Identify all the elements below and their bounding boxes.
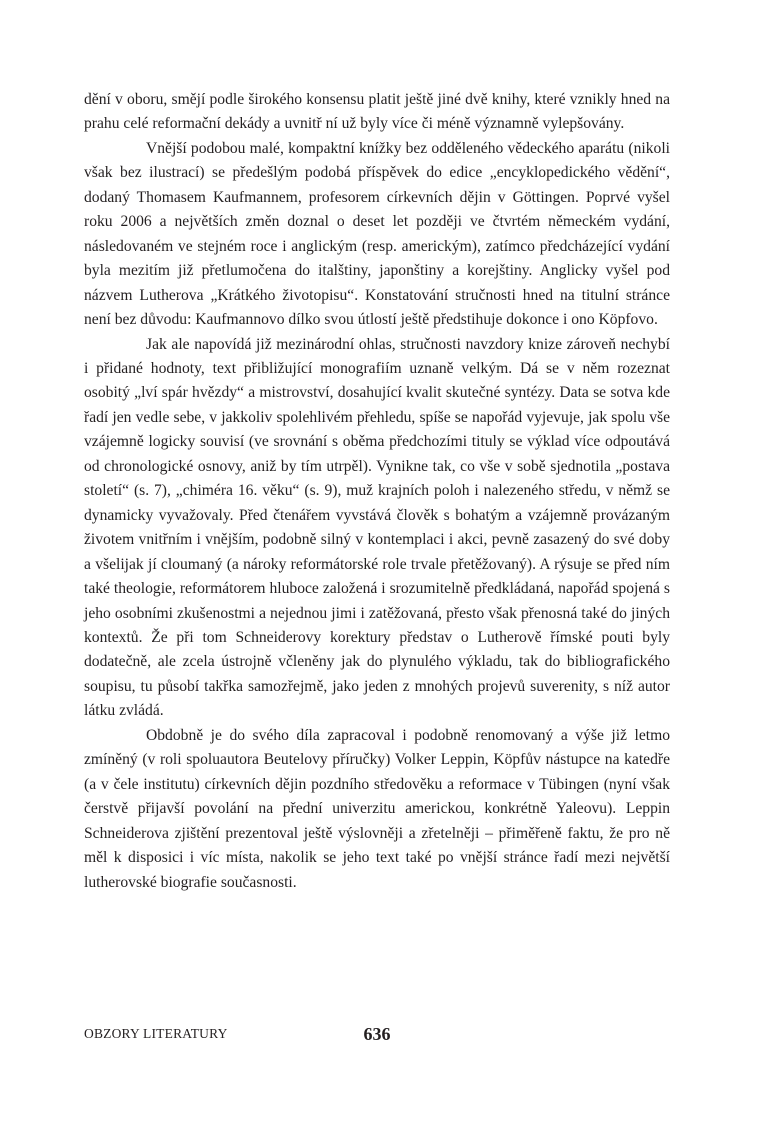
article-text [84, 88, 670, 895]
paragraph-kaufmann: Vnější podobou malé, kompaktní knížky bez odděleného vědeckého aparátu (nikoli však bez ilustrací) se předešlým podobá příspěvek do edice „encyklopedického vědění“, dodaný Thomasem Kaufmannem, profesorem církevních dějin v Göttingen. Poprvé vyšel roku 2006 a největších změn doznal o deset let později ve čtvrtém německém vydání, následovaném ve stejném roce i anglickým (resp. americkým), zatímco předcházející vydání byla mezitím již přetlumočena do italštiny, japonštiny a korejštiny. Anglicky vyšel pod názvem Lutherova „Krátkého životopisu“. Konstatování stručnosti hned na titulní stránce není bez důvodu: Kaufmannovo dílko svou útlostí ještě předstihuje dokonce i ono Köpfovo. [84, 139, 670, 329]
paragraph-reception: Jak ale napovídá již mezinárodní ohlas, stručnosti navzdory knize zároveň nechybí i přidané hodnoty, text přibližující monografiím uznaně velkým. Dá se v něm rozeznat osobitý „lví spár hvězdy“ a mistrovství, dosahující kvalit skutečné syntézy. Data se sotva kde řadí jen vedle sebe, v jakkoliv spolehlivém přehledu, spíše se napořád vyjevuje, jak spolu vše vzájemně logicky souvisí (ve srovnání s oběma předchozími tituly se výklad více odpoutává od chronologické osnovy, aniž by tím utrpěl). Vynikne tak, co vše v sobě sjednotila „postava století“ (s. 7), „chiméra 16. věku“ (s. 9), muž krajních poloh i nalezeného středu, v němž se dynamicky vyvažovaly. Před čtenářem vyvstává člověk s bohatým a vzájemně provázaným životem vnitřním i vnějším, podobně silný v kontemplaci i akci, pevně zasazený do své doby a všelijak jí cloumaný (a nároky reformátorské role trvale přetěžovaný). A rýsuje se před ním také theologie, reformátorem hluboce založená i srozumitelně předkládaná, napořád spojená s jeho osobními zkušenostmi a nejednou jimi i zatěžovaná, přesto však přenosná také do jiných kontextů. Že při tom Schneiderovy korektury představ o Lutherově římské pouti byly dodatečně, ale zcela ústrojně včleněny jak do plynulého výkladu, tak do bibliografického soupisu, tu působí takřka samozřejmě, jako jeden z mnohých projevů suverenity, s níž autor látku zvládá. [84, 335, 670, 720]
journal-name: OBZORY LITERATURY [84, 1026, 228, 1041]
paragraph-continuation: dění v oboru, smějí podle širokého konsensu platit ještě jiné dvě knihy, které vznikly hned na prahu celé reformační dekády a uvnitř ní už byly více či méně významně vylepšovány. [84, 91, 670, 133]
page-number-wrapper [0, 1023, 762, 1045]
paragraph-leppin: Obdobně je do svého díla zapracoval i podobně renomovaný a výše již letmo zmíněný (v roli spoluautora Beutelovy příručky) Volker Leppin, Köpfův nástupce na katedře (a v čele institutu) církevních dějin pozdního středověku a reformace v Tübingen (nyní však čerstvě přijavší povolání na přední univerzitu americkou, konkrétně Yaleovu). Leppin Schneiderova zjištění prezentoval ještě výslovněji a zřetelněji – přiměřeně faktu, že pro ně měl k disposici i víc místa, nakolik se jeho text také po vnější stránce řadí mezi největší lutherovské biografie současnosti. [84, 726, 670, 891]
page-number: 636 [363, 1024, 391, 1044]
